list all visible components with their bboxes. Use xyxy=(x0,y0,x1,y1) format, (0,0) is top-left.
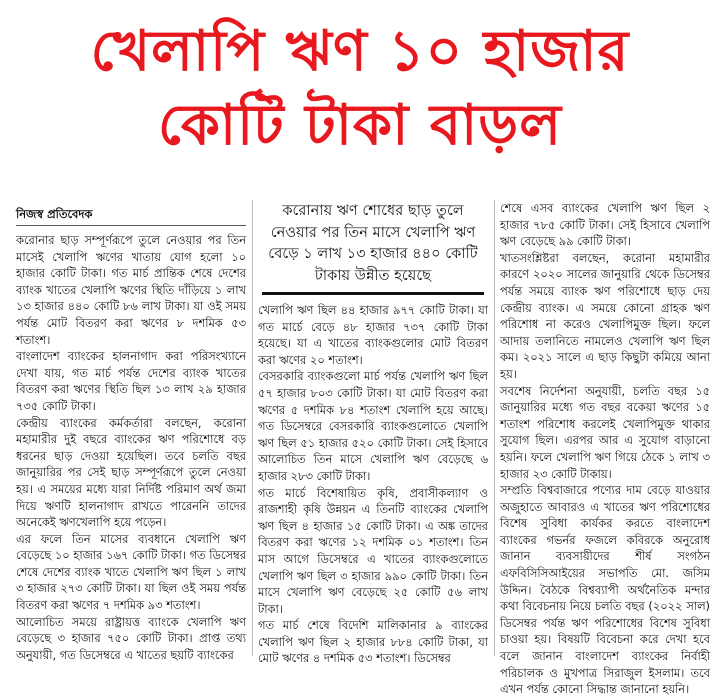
paragraph: সবশেষ নির্দেশনা অনুযায়ী, চলতি বছর ১৫ জানুয়ারির মধ্যে গত বছর বকেয়া ঋণের ১৫ শতাংশ পরিশোধ করলেই খেলাপিমুক্ত থাকার সুযোগ ছিল। এরপর আর এ সুযোগ বাড়ানো হয়নি। ফলে খেলাপি ঋণ গিয়ে ঠেকে ১ লাখ ৩ হাজার ২৩ কোটি টাকায়। xyxy=(500,383,710,481)
paragraph: আলোচিত সময়ে রাষ্ট্রায়ত্ত ব্যাংকে খেলাপি ঋণ বেড়েছে ৩ হাজার ৭৫০ কোটি টাকা। প্রাপ্ত তথ্য অনুযায়ী, গত ডিসেম্বরে এ খাতের ছয়টি ব্যাংকের xyxy=(16,614,246,662)
paragraph: গত মার্চে বিশেষায়িত কৃষি, প্রবাসীকল্যাণ ও রাজশাহী কৃষি উন্নয়ন এ তিনটি ব্যাংকের খেলাপি ঋণ ছিল ৪ হাজার ১৫ কোটি টাকা। এ অঙ্ক তাদের বিতরণ করা ঋণের ১২ দশমিক ০১ শতাংশ। তিন মাস আগে ডিসেম্বরে এ খাতের ব্যাংকগুলোতে খেলাপি ঋণ ছিল ৩ হাজার ৯৯০ কোটি টাকা। তিন মাসে খেলাপি ঋণ বেড়েছে ২৫ কোটি ৫৬ লাখ টাকা। xyxy=(258,485,488,616)
column-divider xyxy=(252,200,253,656)
paragraph: খাতসংশ্লিষ্টরা বলছেন, করোনা মহামারীর কারণে ২০২০ সালের জানুয়ারি থেকে ডিসেম্বর পর্যন্ত সময়ে ব্যাংক ঋণ পরিশোধে ছাড় দেয় কেন্দ্রীয় ব্যাংক। এ সময়ে কোনো গ্রাহক ঋণ পরিশোধ না করেও খেলাপিমুক্ত ছিল। ফলে আদায় তলানিতে নামলেও খেলাপি ঋণ ছিল কম। ২০২১ সালে এ ছাড় কিছুটা কমিয়ে আনা হয়। xyxy=(500,250,710,381)
paragraph: কেন্দ্রীয় ব্যাংকের কর্মকর্তারা বলছেন, করোনা মহামারীর দুই বছরে ব্যাংকের ঋণ পরিশোধে বড় ধরনের ছাড় দেওয়া হয়েছিল। তবে চলতি বছর জানুয়ারির পর সেই ছাড় সম্পূর্ণরূপে তুলে নেওয়া হয়। এ সময়ের মধ্যে যারা নির্দিষ্ট পরিমাণ অর্থ জমা দিয়ে ঋণটি হালনাগাদ রাখতে পারেননি তাদের অনেকেই ঋণখেলাপি হয়ে পড়েন। xyxy=(16,415,246,530)
headline-line-2: কোটি টাকা বাড়ল xyxy=(158,92,562,158)
paragraph: সম্প্রতি বিশ্ববাজারে পণ্যের দাম বেড়ে যাওয়ার অজুহাতে আবারও এ খাতের ঋণ পরিশোধের বিশেষ সুবিধা কার্যকর করতে বাংলাদেশ ব্যাংকের গভর্নর ফজলে কবিরকে অনুরোধ জানান ব্যবসায়ীদের শীর্ষ সংগঠন এফবিসিসিআইয়ের সভাপতি মো. জসিম উদ্দিন। বৈঠকে বিশ্বব্যাপী অর্থনৈতিক মন্দার কথা বিবেচনায় নিয়ে চলতি বছর (২০২২ সাল) ডিসেম্বর পর্যন্ত ঋণ পরিশোধের বিশেষ সুবিধা চাওয়া হয়। বিষয়টি বিবেচনা করে দেখা হবে বলে জানান বাংলাদেশ ব্যাংকের নির্বাহী পরিচালক ও মুখপাত্র সিরাজুল ইসলাম। তবে এখন পর্যন্ত কোনো সিদ্ধান্ত জানানো হয়নি। xyxy=(500,483,710,697)
paragraph: শেষে এসব ব্যাংকের খেলাপি ঋণ ছিল ২ হাজার ৭৮৫ কোটি টাকা। সেই হিসাবে খেলাপি ঋণ বেড়েছে ৯৯ কোটি টাকা। xyxy=(500,201,710,249)
column-divider xyxy=(494,200,495,656)
paragraph: বেসরকারি ব্যাংকগুলো মার্চ পর্যন্ত খেলাপি ঋণ ছিল ৫৭ হাজার ৮০৩ কোটি টাকা। যা মোট বিতরণ করা ঋণের ৫ দশমিক ৮৪ শতাংশ খেলাপি হয়ে আছে। গত ডিসেম্বরে বেসরকারি ব্যাংকগুলোতে খেলাপি ঋণ ছিল ৫১ হাজার ৫২০ কোটি টাকা। সেই হিসাবে আলোচিত তিন মাসে খেলাপি ঋণ বেড়েছে ৬ হাজার ২৮৩ কোটি টাকা। xyxy=(258,369,488,483)
headline xyxy=(0,14,720,162)
pull-quote-rule xyxy=(262,292,484,295)
paragraph: খেলাপি ঋণ ছিল ৪৪ হাজার ৯৭৭ কোটি টাকা। যা গত মার্চে বেড়ে ৪৮ হাজার ৭৩৭ কোটি টাকা হয়েছে। যা এ খাতের ব্যাংকগুলোর মোট বিতরণ করা ঋণের ২০ শতাংশ। xyxy=(258,303,488,367)
paragraph: করোনার ছাড় সম্পূর্ণরূপে তুলে নেওয়ার পর তিন মাসেই খেলাপি ঋণের খাতায় যোগ হলো ১০ হাজার কোটি টাকা। গত মার্চ প্রান্তিক শেষে দেশের ব্যাংক খাতের খেলাপি ঋণের স্থিতি দাঁড়িয়ে ১ লাখ ১৩ হাজার ৪৪০ কোটি ৮৬ লাখ টাকা। যা ওই সময় পর্যন্ত মোট বিতরণ করা ঋণের ৮ দশমিক ৫৩ শতাংশ। xyxy=(16,233,246,347)
paragraph: বাংলাদেশ ব্যাংকের হালনাগাদ করা পরিসংখ্যানে দেখা যায়, গত মার্চ পর্যন্ত দেশের ব্যাংক খাতের বিতরণ করা ঋণের স্থিতি ছিল ১৩ লাখ ২৯ হাজার ৭৩৫ কোটি টাকা। xyxy=(16,349,246,413)
article-column-2 xyxy=(258,302,488,666)
paragraph: এর ফলে তিন মাসের ব্যবধানে খেলাপি ঋণ বেড়েছে ১০ হাজার ১৬৭ কোটি টাকা। গত ডিসেম্বর শেষে দেশের ব্যাংক খাতে খেলাপি ঋণ ছিল ১ লাখ ৩ হাজার ২৭৩ কোটি টাকা। যা ছিল ওই সময় পর্যন্ত বিতরণ করা ঋণের ৭ দশমিক ৯৩ শতাংশ। xyxy=(16,531,246,613)
byline: নিজস্ব প্রতিবেদক xyxy=(16,206,246,226)
article-column-1 xyxy=(16,232,246,662)
headline-line-1: খেলাপি ঋণ ১০ হাজার xyxy=(90,18,630,84)
paragraph: গত মার্চ শেষে বিদেশি মালিকানার ৯ ব্যাংকের খেলাপি ঋণ ছিল ২ হাজার ৮৮৪ কোটি টাকা, যা মোট ঋণের ৪ দশমিক ৫৩ শতাংশ। ডিসেম্বর xyxy=(258,618,488,666)
pull-quote: করোনায় ঋণ শোধের ছাড় তুলে নেওয়ার পর তিন মাসে খেলাপি ঋণ বেড়ে ১ লাখ ১৩ হাজার ৪৪০ কোটি টাকায় উন্নীত হয়েছে xyxy=(268,202,478,284)
article-column-3 xyxy=(500,200,710,697)
